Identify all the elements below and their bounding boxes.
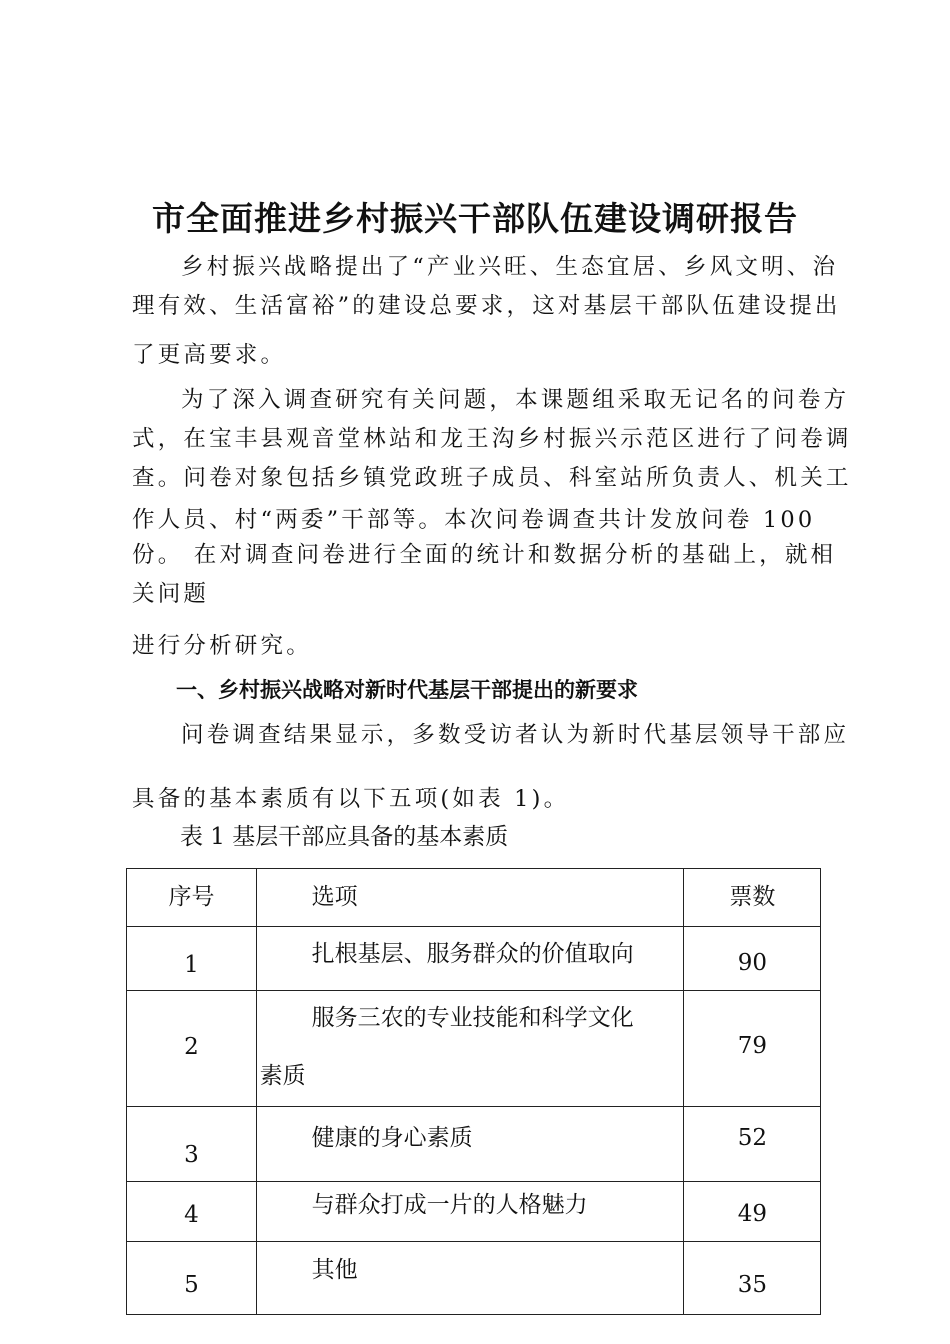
row-4-option: 与群众打成一片的人格魅力: [311, 1192, 588, 1218]
header-cell-no: [127, 869, 257, 927]
header-cell-votes: [684, 869, 821, 927]
row-2-option-cell: [256, 991, 684, 1107]
paragraph-2-line-7: 进行分析研究。: [132, 633, 312, 659]
header-option-label: 选项: [311, 884, 358, 910]
row-4-no: 4: [184, 1202, 199, 1228]
row-3-no-cell: [127, 1107, 257, 1182]
row-3-option-cell: [256, 1107, 684, 1182]
row-2-option-line-1: 服务三农的专业技能和科学文化: [311, 1005, 634, 1031]
header-cell-option: [256, 869, 684, 927]
paragraph-1-line-1: 乡村振兴战略提出了“产业兴旺、生态宜居、乡风文明、治: [181, 254, 839, 280]
section-heading-1: 一、乡村振兴战略对新时代基层干部提出的新要求: [176, 678, 638, 702]
table-row: [127, 1242, 821, 1315]
paragraph-3-line-1: 问卷调查结果显示，多数受访者认为新时代基层领导干部应: [181, 722, 850, 748]
row-4-votes: 49: [737, 1201, 768, 1227]
row-5-no: 5: [184, 1272, 199, 1298]
row-5-option: 其他: [311, 1257, 358, 1283]
table-header-row: [127, 869, 821, 927]
row-1-no: 1: [184, 952, 199, 978]
row-5-option-cell: [256, 1242, 684, 1315]
row-2-votes: 79: [737, 1033, 768, 1059]
row-2-option-line-2: 素质: [259, 1063, 306, 1089]
row-3-no: 3: [184, 1142, 199, 1168]
paragraph-2-line-3: 查。问卷对象包括乡镇党政班子成员、科室站所负责人、机关工: [132, 465, 852, 491]
row-1-no-cell: [127, 927, 257, 991]
qualities-table: [126, 868, 821, 1315]
row-3-votes: 52: [737, 1125, 768, 1151]
row-4-no-cell: [127, 1182, 257, 1242]
paragraph-2-line-6: 关问题: [132, 581, 210, 607]
paragraph-1-line-2: 理有效、生活富裕”的建设总要求，这对基层干部队伍建设提出: [132, 293, 841, 319]
row-3-votes-cell: [684, 1107, 821, 1182]
paragraph-1-line-3: 了更高要求。: [132, 342, 287, 368]
paragraph-2-line-4: 作人员、村“两委”干部等。本次问卷调查共计发放问卷 100: [132, 507, 816, 533]
row-3-option: 健康的身心素质: [311, 1125, 473, 1151]
document-title: 市全面推进乡村振兴干部队伍建设调研报告: [152, 199, 798, 238]
row-4-option-cell: [256, 1182, 684, 1242]
row-5-no-cell: [127, 1242, 257, 1315]
table-row: [127, 1107, 821, 1182]
row-4-votes-cell: [684, 1182, 821, 1242]
table-row: [127, 927, 821, 991]
header-no-label: 序号: [168, 884, 215, 910]
header-votes-label: 票数: [729, 884, 776, 910]
paragraph-2-line-1: 为了深入调查研究有关问题，本课题组采取无记名的问卷方: [181, 387, 850, 413]
row-5-votes-cell: [684, 1242, 821, 1315]
table-caption: 表 1 基层干部应具备的基本素质: [180, 824, 509, 850]
row-2-votes-cell: [684, 991, 821, 1107]
paragraph-3-line-2: 具备的基本素质有以下五项(如表 1)。: [132, 786, 570, 812]
row-1-option: 扎根基层、服务群众的价值取向: [311, 941, 634, 967]
row-1-votes: 90: [737, 950, 768, 976]
row-1-votes-cell: [684, 927, 821, 991]
table-row: [127, 991, 821, 1107]
row-2-no: 2: [184, 1034, 199, 1060]
row-1-option-cell: [256, 927, 684, 991]
table-row: [127, 1182, 821, 1242]
row-5-votes: 35: [737, 1272, 768, 1298]
paragraph-2-line-5: 份。 在对调查问卷进行全面的统计和数据分析的基础上，就相: [132, 542, 837, 568]
paragraph-2-line-2: 式，在宝丰县观音堂林站和龙王沟乡村振兴示范区进行了问卷调: [132, 426, 852, 452]
row-2-no-cell: [127, 991, 257, 1107]
